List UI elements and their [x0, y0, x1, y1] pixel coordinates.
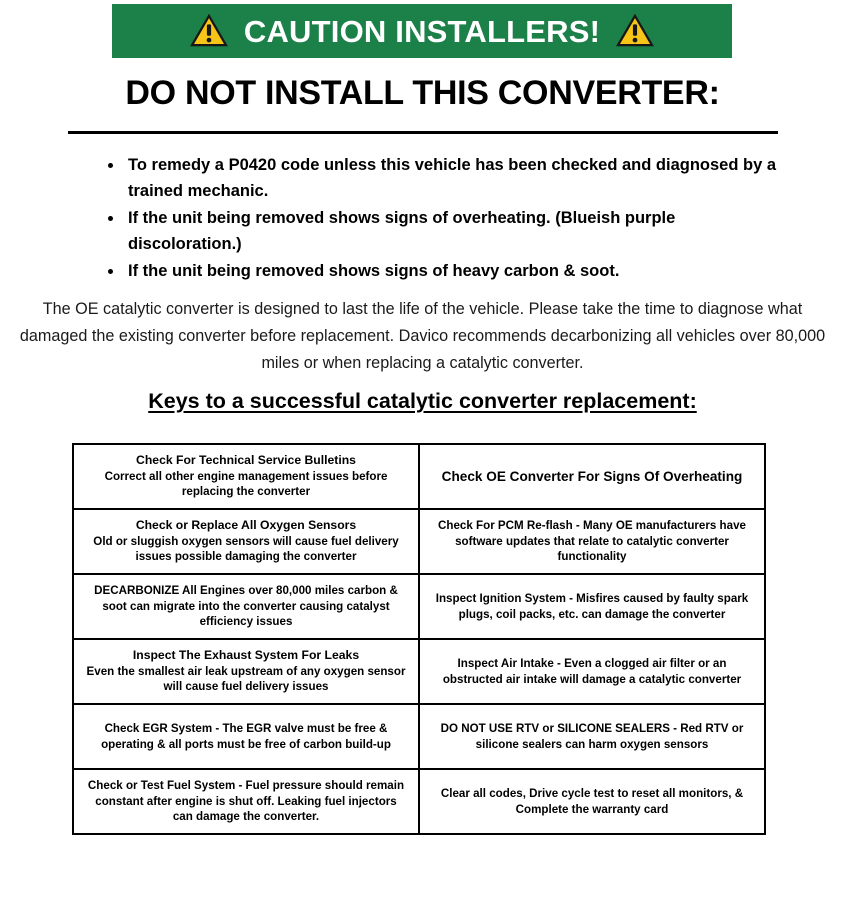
cell-body: Inspect Air Intake - Even a clogged air filter or an obstructed air intake will damage a catalytic converter: [442, 657, 742, 686]
cell-body: Check For PCM Re-flash - Many OE manufacturers have software updates that relate to catalytic converter functionality: [438, 519, 746, 564]
horizontal-divider: [68, 131, 778, 134]
caution-banner-text: CAUTION INSTALLERS!: [243, 13, 601, 49]
keys-section-title: Keys to a successful catalytic converter replacement:: [148, 389, 697, 413]
cell-body: Clear all codes, Drive cycle test to reset all monitors, & Complete the warranty card: [440, 787, 744, 816]
cell-lead: Check For Technical Service Bulletins: [136, 453, 356, 468]
cell-body: Correct all other engine management issues before replacing the converter: [104, 469, 388, 499]
table-row: [73, 769, 765, 834]
list-item: • To remedy a P0420 code unless this vehicle has been checked and diagnosed by a trained mechanic.: [124, 152, 784, 204]
oe-converter-paragraph: The OE catalytic converter is designed to last the life of the vehicle. Please take the time to diagnose what damaged the existing converter before replacement. Davico recommends decarbonizing all vehicles over 80,000 miles or when replacing a catalytic converter.: [19, 300, 826, 372]
table-cell: [419, 574, 765, 639]
cell-body: Old or sluggish oxygen sensors will cause fuel delivery issues possible damaging the converter: [93, 534, 399, 564]
caution-banner: [112, 4, 732, 58]
cell-body: DECARBONIZE All Engines over 80,000 miles carbon & soot can migrate into the converter causing catalyst efficiency issues: [94, 584, 398, 629]
table-cell: [73, 704, 419, 769]
table-row: [73, 704, 765, 769]
table-cell: [73, 639, 419, 704]
table-row: [73, 639, 765, 704]
table-cell: [419, 639, 765, 704]
list-item: • If the unit being removed shows signs of heavy carbon & soot.: [124, 258, 784, 284]
table-row: [73, 574, 765, 639]
table-cell: [419, 444, 765, 509]
cell-lead: Check or Replace All Oxygen Sensors: [135, 518, 357, 533]
warning-triangle-icon: [616, 14, 654, 48]
cell-body: Inspect Ignition System - Misfires caused by faulty spark plugs, coil packs, etc. can damage the converter: [435, 592, 749, 621]
table-cell: [73, 574, 419, 639]
table-row: [73, 509, 765, 574]
table-cell: [73, 769, 419, 834]
warning-triangle-icon: [190, 14, 228, 48]
cell-body: Check EGR System - The EGR valve must be free & operating & all ports must be free of carbon build-up: [101, 722, 391, 751]
cell-body: Check or Test Fuel System - Fuel pressure should remain constant after engine is shut off. Leaking fuel injectors can damage the converter.: [87, 779, 405, 824]
keys-table: [72, 443, 766, 835]
cell-body: Even the smallest air leak upstream of any oxygen sensor will cause fuel delivery issues: [86, 664, 406, 694]
cell-body: DO NOT USE RTV or SILICONE SEALERS - Red RTV or silicone sealers can harm oxygen sensors: [440, 722, 744, 751]
cell-lead: Inspect The Exhaust System For Leaks: [132, 648, 360, 663]
do-not-install-list: [96, 152, 784, 285]
keys-table-wrapper: [72, 443, 766, 835]
table-cell: [419, 704, 765, 769]
table-row: [73, 444, 765, 509]
list-item: • If the unit being removed shows signs of overheating. (Blueish purple discoloration.): [124, 205, 784, 257]
page-title: DO NOT INSTALL THIS CONVERTER:: [125, 74, 720, 112]
table-cell: [73, 509, 419, 574]
cell-body: Check OE Converter For Signs Of Overheating: [441, 468, 743, 484]
table-cell: [419, 509, 765, 574]
table-cell: [419, 769, 765, 834]
table-cell: [73, 444, 419, 509]
